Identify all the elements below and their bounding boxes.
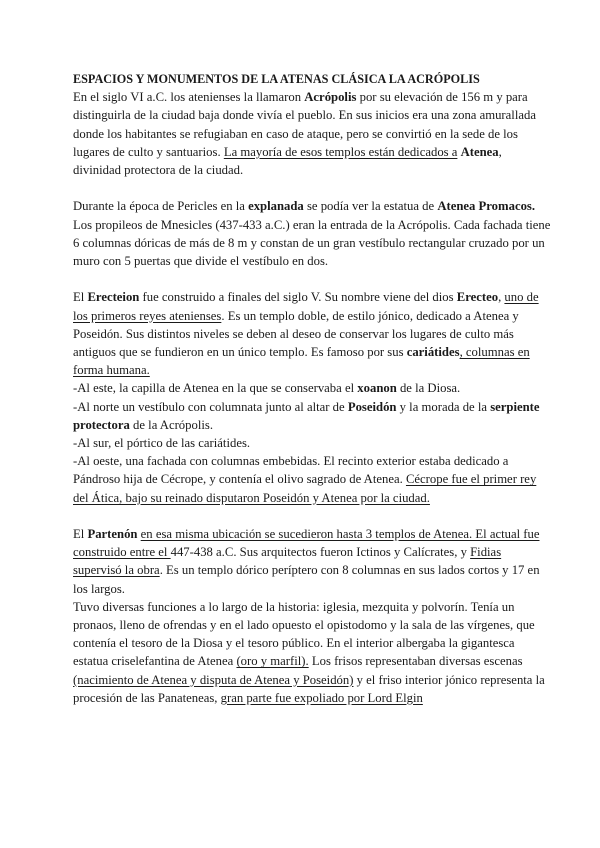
text: se podía ver la estatua de [303,199,438,214]
underlined-text: gran parte fue expoliado por Lord Elgin [220,690,423,705]
bold-partenon: Partenón [87,527,138,542]
bold-serpiente: serpiente protectora [73,399,540,432]
list-item-north [73,398,552,434]
text: El [73,527,88,542]
list-item-south: -Al sur, el pórtico de las cariátides. [73,436,251,451]
paragraph-spacer [73,507,552,525]
underlined-text: Cécrope fue el primer rey del Ática, bajo su reinado disputaron Poseidón y Atenea por la ciudad. [73,472,537,505]
text: de la Acrópolis. [129,417,213,432]
text: . Es un templo doble, de estilo jónico, dedicado a Atenea y Poseidón. Sus distintos niveles se deben al deseo de conservar los lugares de culto más antiguos que se fundieron en un único templo. Es famoso por sus [73,308,519,360]
text: , [498,290,505,305]
text: y el friso interior jónico representa la procesión de las Panateneas, [73,672,545,705]
text: -Al este, la capilla de Atenea en la que se conservaba el [73,381,358,396]
underlined-text: en esa misma ubicación se sucedieron hasta 3 templos de Atenea. El actual fue construido entre el [73,527,540,560]
paragraph-acropolis-intro [73,88,552,179]
bold-explanada: explanada [248,199,304,214]
paragraph-erecteion [73,288,552,379]
bold-atenea: Atenea [460,144,499,159]
underlined-text: (oro y marfil). [236,654,309,669]
bold-acropolis: Acrópolis [304,90,357,105]
underlined-text: La mayoría de esos templos están dedicados a [223,144,458,159]
text: fue construido a finales del siglo V. Su nombre viene del dios [139,290,457,305]
list-item-west [73,452,552,507]
paragraph-partenon [73,525,552,598]
text: . Es un templo dórico períptero con 8 columnas en sus lados cortos y 17 en los largos. [73,563,540,596]
text: -Al norte un vestíbulo con columnata junto al altar de [73,399,348,414]
list-item-east [73,379,552,397]
paragraph-propileos: Los propileos de Mnesicles (437-433 a.C.) eran la entrada de la Acrópolis. Cada fachada tiene 6 columnas dóricas de más de 8 m y constan de un gran vestíbulo rectangular cruzado por un muro con 5 puertas que divide el vestíbulo en dos. [73,217,551,269]
paragraph-spacer [73,270,552,288]
text: Los frisos representaban diversas escenas [308,654,523,669]
text: El [73,290,88,305]
bold-atenea-promacos: Atenea Promacos. [437,199,536,214]
underlined-text: (nacimiento de Atenea y disputa de Atenea y Poseidón) [73,672,354,687]
text: En el siglo VI a.C. los atenienses la llamaron [73,90,305,105]
text: Tuvo diversas funciones a lo largo de la historia: iglesia, mezquita y polvorín. Tenía un pronaos, lleno de ofrendas y en el lado opuesto el opistodomo y la sala de las vírgenes, que contenía el tesoro de la Diosa y el tesoro público. En el interior albergaba la gigantesca estatua criselefantina de Atenea [73,599,535,669]
bold-erecteion: Erecteion [87,290,140,305]
paragraph-pericles [73,197,552,215]
underlined-text: Fidias supervisó la obra [73,545,502,578]
text: por su elevación de 156 m y para distinguirla de la ciudad baja donde vivía el pueblo. En sus inicios era una zona amurallada donde los habitantes se refugiaban en caso de ataque, pero se convirtió en la sede de los lugares de culto y santuarios. [73,90,536,159]
text: , divinidad protectora de la ciudad. [73,144,502,178]
underlined-text: uno de los primeros reyes atenienses [73,290,539,323]
text: Durante la época de Pericles en la [73,199,249,214]
underlined-text: , columnas en forma humana. [73,345,530,378]
paragraph-partenon-functions [73,598,552,707]
document-title: ESPACIOS Y MONUMENTOS DE LA ATENAS CLÁSICA LA ACRÓPOLIS [73,72,480,86]
bold-poseidon: Poseidón [347,399,397,414]
text: 447-438 a.C. Sus arquitectos fueron Ictinos y Calícrates, y [170,545,471,560]
bold-xoanon: xoanon [357,381,397,396]
bold-erecteo: Erecteo [456,290,499,305]
text: y la morada de la [396,399,491,414]
text: de la Diosa. [396,381,461,396]
paragraph-spacer [73,179,552,197]
text: -Al oeste, una fachada con columnas embebidas. El recinto exterior estaba dedicado a Pándroso hija de Cécrope, y contenía el olivo sagrado de Atenea. [73,454,509,487]
bold-cariatides: cariátides [406,345,460,360]
